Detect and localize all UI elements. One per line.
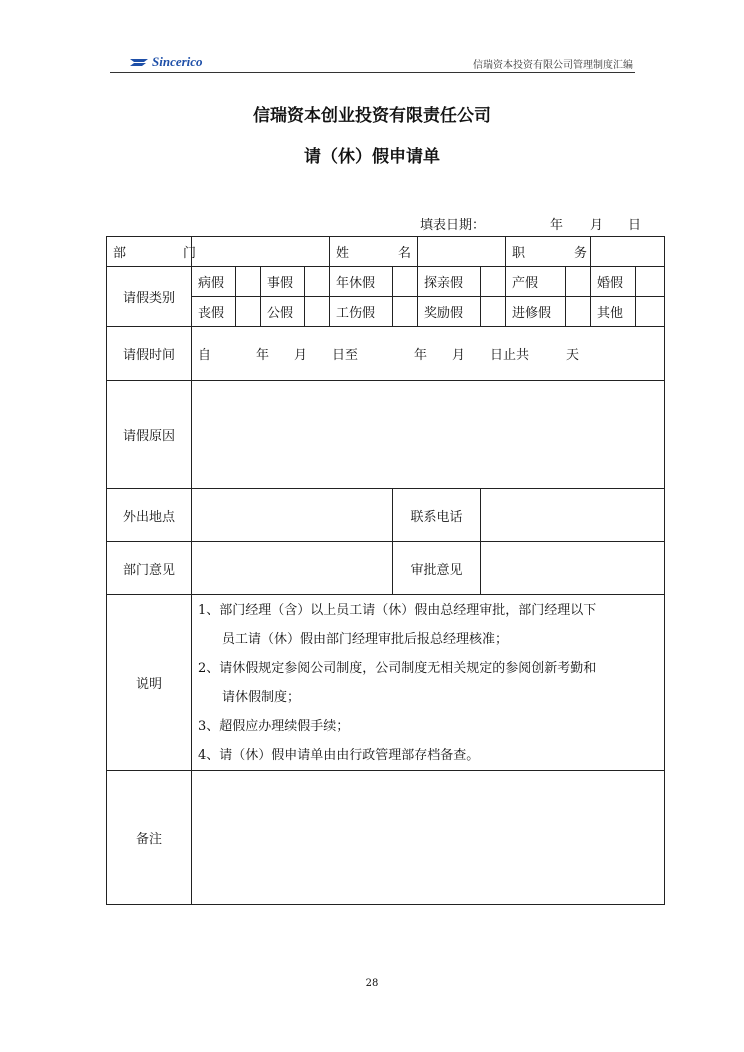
leave-type-checkbox[interactable] xyxy=(393,267,418,297)
company-logo xyxy=(128,54,203,70)
page-number: 28 xyxy=(365,978,379,989)
approval-field[interactable] xyxy=(481,542,665,595)
leave-type-option: 探亲假 xyxy=(418,267,481,297)
reason-label: 请假原因 xyxy=(107,381,192,489)
leave-time-year: 年 xyxy=(256,348,270,363)
name-field[interactable] xyxy=(418,237,506,267)
leave-type-checkbox[interactable] xyxy=(481,297,506,327)
note-line: 1、部门经理（含）以上员工请（休）假由总经理审批，部门经理以下 xyxy=(198,602,597,618)
leave-type-option: 其他 xyxy=(591,297,636,327)
leave-type-option: 进修假 xyxy=(506,297,566,327)
position-label: 职 务 xyxy=(506,237,591,267)
department-opinion-field[interactable] xyxy=(192,542,393,595)
location-label: 外出地点 xyxy=(107,489,192,542)
remarks-label: 备注 xyxy=(107,771,192,905)
note-line: 4、请（休）假申请单由由行政管理部存档备查。 xyxy=(198,747,480,763)
note-line: 2、请休假规定参阅公司制度，公司制度无相关规定的参阅创新考勤和 xyxy=(198,660,597,676)
notes-content xyxy=(192,595,665,771)
leave-type-option: 丧假 xyxy=(192,297,236,327)
leave-time-day-total: 日止共 xyxy=(490,348,530,363)
leave-type-checkbox[interactable] xyxy=(236,267,261,297)
leave-form-table xyxy=(106,236,665,905)
leave-type-checkbox[interactable] xyxy=(636,297,665,327)
leave-type-option: 奖励假 xyxy=(418,297,481,327)
logo-text: Sincerico xyxy=(152,54,203,69)
leave-time-field[interactable] xyxy=(192,327,665,381)
reason-field[interactable] xyxy=(192,381,665,489)
leave-type-label: 请假类别 xyxy=(107,267,192,327)
reason-row xyxy=(107,381,665,489)
fill-date-year: 年 xyxy=(550,218,564,233)
fill-date-label: 填表日期： xyxy=(420,218,486,233)
company-title: 信瑞资本创业投资有限责任公司 xyxy=(253,106,491,126)
department-opinion-label: 部门意见 xyxy=(107,542,192,595)
fill-date-day: 日 xyxy=(628,218,642,233)
leave-type-checkbox[interactable] xyxy=(305,297,330,327)
leave-type-checkbox[interactable] xyxy=(236,297,261,327)
remarks-row xyxy=(107,771,665,905)
notes-label: 说明 xyxy=(107,595,192,771)
leave-type-checkbox[interactable] xyxy=(305,267,330,297)
basic-info-row xyxy=(107,237,665,267)
leave-type-option: 公假 xyxy=(261,297,305,327)
location-row xyxy=(107,489,665,542)
leave-time-day-to: 日至 xyxy=(332,348,359,363)
leave-type-checkbox[interactable] xyxy=(481,267,506,297)
leave-time-label: 请假时间 xyxy=(107,327,192,381)
phone-label: 联系电话 xyxy=(393,489,481,542)
fill-date-month: 月 xyxy=(590,218,604,233)
leave-type-option: 工伤假 xyxy=(330,297,393,327)
leave-time-days: 天 xyxy=(566,348,580,363)
note-line: 请休假制度； xyxy=(222,689,301,705)
note-line: 员工请（休）假由部门经理审批后报总经理核准； xyxy=(222,631,509,647)
fill-date xyxy=(420,214,641,233)
leave-time-month: 月 xyxy=(452,348,466,363)
leave-type-checkbox[interactable] xyxy=(636,267,665,297)
leave-time-row xyxy=(107,327,665,381)
leave-time-month: 月 xyxy=(294,348,308,363)
note-line: 3、超假应办理续假手续； xyxy=(198,718,350,734)
form-title: 请（休）假申请单 xyxy=(304,147,440,167)
header-right-text: 信瑞资本投资有限公司管理制度汇编 xyxy=(473,60,633,71)
leave-type-option: 事假 xyxy=(261,267,305,297)
page-header xyxy=(110,52,635,73)
leave-type-option: 婚假 xyxy=(591,267,636,297)
location-field[interactable] xyxy=(192,489,393,542)
opinion-row xyxy=(107,542,665,595)
notes-row xyxy=(107,595,665,771)
leave-type-option: 病假 xyxy=(192,267,236,297)
leave-type-row-a xyxy=(107,267,665,297)
leave-type-option: 年休假 xyxy=(330,267,393,297)
approval-label: 审批意见 xyxy=(393,542,481,595)
leave-type-checkbox[interactable] xyxy=(393,297,418,327)
leave-type-checkbox[interactable] xyxy=(566,267,591,297)
leave-time-from: 自 xyxy=(198,348,212,363)
department-label: 部 门 xyxy=(107,237,192,267)
remarks-field[interactable] xyxy=(192,771,665,905)
name-label: 姓 名 xyxy=(330,237,418,267)
leave-time-year: 年 xyxy=(414,348,428,363)
leave-type-option: 产假 xyxy=(506,267,566,297)
leave-type-checkbox[interactable] xyxy=(566,297,591,327)
sincerico-logo-icon xyxy=(128,56,150,68)
phone-field[interactable] xyxy=(481,489,665,542)
